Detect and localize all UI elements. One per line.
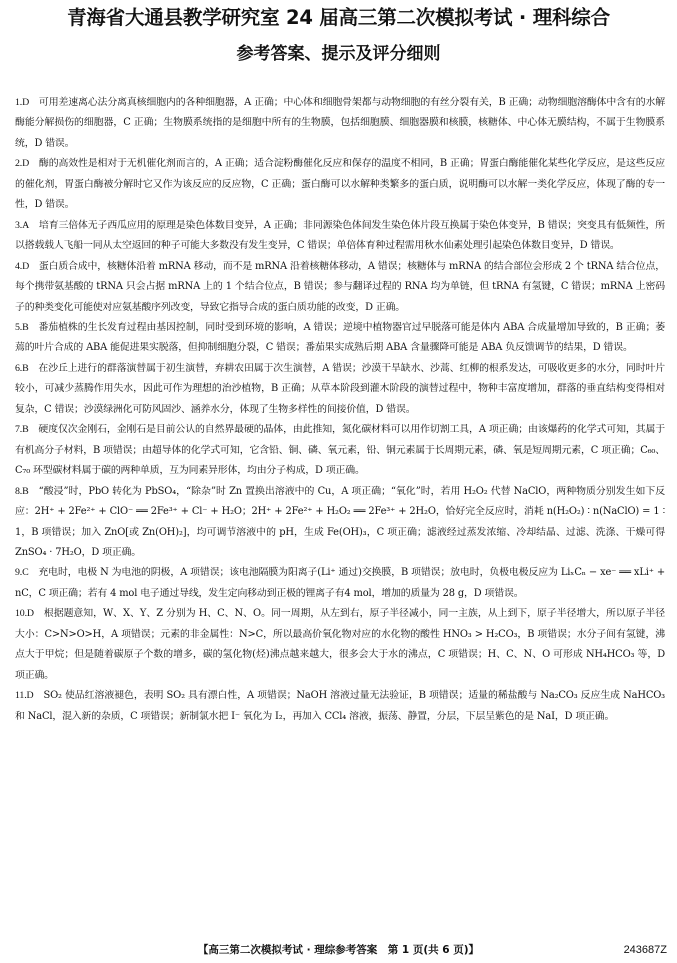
answer-number: 5.B xyxy=(15,321,29,333)
answer-item-10 xyxy=(15,604,665,686)
answer-item-9 xyxy=(15,563,665,604)
answer-number: 7.B xyxy=(15,424,29,436)
answer-item-8 xyxy=(15,482,665,564)
answer-item-2 xyxy=(15,154,665,215)
answer-number: 10.D xyxy=(15,608,34,620)
answer-item-3 xyxy=(15,216,665,257)
answer-text: 番茄植株的生长发育过程由基因控制，同时受到环境的影响，A 错误；逆境中植物器官过早脱落可能是体内 ABA 合成量增加导致的，B 正确；萎蔫的叶片合成的 ABA 能促进果实脱落，但抑制细胞分裂，C 错误；番茄果实成熟后期 ABA 含量骤降可能是 ABA 负反馈调节的结果，D 错误。 xyxy=(15,321,665,354)
answer-number: 2.D xyxy=(15,158,30,170)
answer-number: 6.B xyxy=(15,362,29,374)
answer-text: 可用差速离心法分离真核细胞内的各种细胞器，A 正确；中心体和细胞骨架都与动物细胞的有丝分裂有关，B 正确；动物细胞溶酶体中含有的水解酶能分解损伤的细胞器，C 正确；生物膜系统指的是细胞中所有的生物膜，包括细胞膜、细胞器膜和核膜，核糖体、中心体无膜结构，不属于生物膜系统，D 错误。 xyxy=(15,97,665,149)
answer-text: 蛋白质合成中，核糖体沿着 mRNA 移动，而不是 mRNA 沿着核糖体移动，A 错误；核糖体与 mRNA 的结合部位会形成 2 个 tRNA 结合位点，每个携带氨基酸的 tRNA 只会占据 mRNA 上的 1 个结合位点，B 错误；参与翻译过程的 RNA 均为单链，但 tRNA 有氢键，C 错误；mRNA 上密码子的种类变化可能使对应氨基酸序列改变，导致它指导合成的蛋白质功能的改变，D 正确。 xyxy=(15,260,665,313)
page-title: 青海省大通县教学研究室 24 届高三第二次模拟考试 · 理科综合 xyxy=(67,6,610,29)
answer-list xyxy=(15,93,665,727)
answer-number: 4.D xyxy=(15,260,30,272)
answer-text: 充电时，电极 N 为电池的阴极，A 项错误；该电池隔膜为阳离子(Li⁺ 通过)交换膜，B 项错误；放电时，负极电极反应为 LiₓCₙ − xe⁻ ══ xLi⁺ + nC，C 项正确；若有 4 mol 电子通过导线，发生定向移动到正极的锂离子有4 mol，增加的质量为 28 g，D 项错误。 xyxy=(15,567,665,599)
answer-text: 酶的高效性是相对于无机催化剂而言的，A 正确；适合淀粉酶催化反应和保存的温度不相同，B 正确；胃蛋白酶能催化某些化学反应，是这些反应的催化剂，胃蛋白酶被分解时它又作为该反应的反应物，C 正确；蛋白酶可以水解种类繁多的蛋白质，说明酶可以水解一类化学反应，体现了酶的专一性，D 错误。 xyxy=(15,158,665,211)
answer-text: “酸浸”时，PbO 转化为 PbSO₄，“除杂”时 Zn 置换出溶液中的 Cu，A 项正确；“氧化”时，若用 H₂O₂ 代替 NaClO，两种物质分别发生如下反应：2H⁺ + 2Fe²⁺ + ClO⁻ ══ 2Fe³⁺ + Cl⁻ + H₂O；2H⁺ + 2Fe²⁺ + H₂O₂ ══ 2Fe³⁺ + 2H₂O，恰好完全反应时，消耗 n(H₂O₂) ∶ n(NaClO) = 1 ∶ 1，B 项错误；加入 ZnO[或 Zn(OH)₂]，均可调节溶液中的 pH，生成 Fe(OH)₃，C 项正确；滤液经过蒸发浓缩、冷却结晶、过滤、洗涤、干燥可得 ZnSO₄ · 7H₂O，D 项正确。 xyxy=(15,485,665,558)
answer-text: 培育三倍体无子西瓜应用的原理是染色体数目变异，A 正确；非同源染色体间发生染色体片段互换属于染色体变异，B 错误；突变具有低频性，所以搭载载人飞船一同从太空返回的种子可能大多数没有发生变异，C 错误；单倍体育种过程需用秋水仙素处理引起染色体数目变异，D 错误。 xyxy=(15,219,665,252)
answer-item-7 xyxy=(15,420,665,481)
answer-text: 硬度仅次金刚石，金刚石是目前公认的自然界最硬的晶体，由此推知，氮化碳材料可以用作切割工具，A 项正确；由该爆药的化学式可知，其属于有机高分子材料，B 项错误；由超导体的化学式可知，它含铅、铜、磷、氧元素，铅、铜元素属于长周期元素，磷、氧是短周期元素，C 项正确；C₆₀、C₇₀ 环型碳材料属于碳的两种单质，互为同素异形体，均由分子构成，D 项正确。 xyxy=(15,424,665,477)
answer-text: 在沙丘上进行的群落演替属于初生演替，弃耕农田属于次生演替，A 错误；沙漠干旱缺水、沙蒿、红柳的根系发达，可吸收更多的水分，同时叶片较小，可减少蒸腾作用失水，因此可作为理想的治沙植物，B 正确；从草本阶段到灌木阶段的演替过程中，物种丰富度增加，群落的垂直结构变得相对复杂，C 错误；沙漠绿洲化可防风固沙、涵养水分，体现了生物多样性的间接价值，D 错误。 xyxy=(15,362,665,415)
answer-number: 1.D xyxy=(15,97,30,108)
answer-number: 3.A xyxy=(15,219,30,231)
answer-text: 根据题意知，W、X、Y、Z 分别为 H、C、N、O。同一周期，从左到右，原子半径减小，同一主族，从上到下，原子半径增大，所以原子半径大小：C>N>O>H，A 项错误；元素的非金属性：N>C，所以最高价氧化物对应的水化物的酸性 HNO₃ > H₂CO₃，B 项错误；水分子间有氢键，沸点大于甲烷；但是随着碳原子个数的增多，碳的氢化物(烃)沸点越来越大，很多会大于水的沸点，C 项错误；H、C、N、O 可形成 NH₄HCO₃ 等，D 项正确。 xyxy=(15,608,665,681)
page-subtitle: 参考答案、提示及评分细则 xyxy=(236,44,441,64)
answer-item-1 xyxy=(15,93,665,154)
answer-item-4 xyxy=(15,257,665,318)
footer-code: 243687Z xyxy=(623,944,667,956)
answer-number: 9.C xyxy=(15,567,29,579)
answer-item-6 xyxy=(15,359,665,420)
page-footer xyxy=(0,940,677,960)
answer-item-5 xyxy=(15,318,665,359)
answer-item-11 xyxy=(15,686,665,727)
answer-number: 11.D xyxy=(15,690,34,702)
answer-number: 8.B xyxy=(15,485,29,497)
answer-text: SO₂ 使品红溶液褪色，表明 SO₂ 具有漂白性，A 项错误；NaOH 溶液过量无法验证，B 项错误；适量的稀盐酸与 Na₂CO₃ 反应生成 NaHCO₃ 和 NaCl，混入新的杂质，C 项错误；新制氯水把 I⁻ 氧化为 I₂，再加入 CCl₄ 溶液，振荡、静置，分层，下层呈紫色的是 NaI，D 项正确。 xyxy=(15,690,665,722)
footer-page-info: 【高三第二次模拟考试 · 理综参考答案 第 1 页(共 6 页)】 xyxy=(197,944,480,956)
